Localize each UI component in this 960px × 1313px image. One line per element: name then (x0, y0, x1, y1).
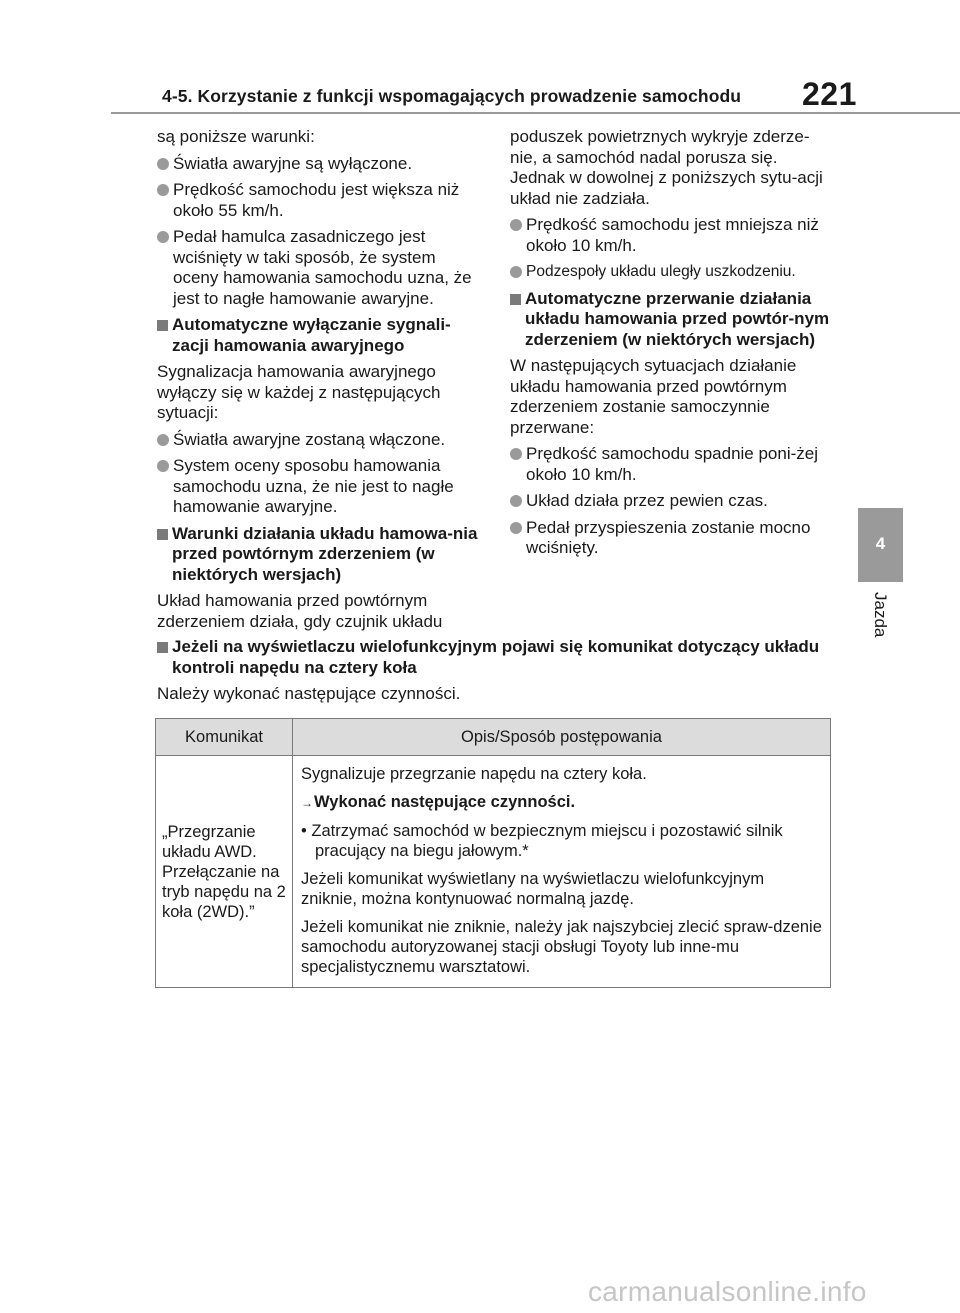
bullet-icon (510, 495, 522, 507)
description-cell (293, 756, 831, 988)
message-cell: „Przegrzanie układu AWD. Przełączanie na tryb napędu na 2 koła (2WD).” (156, 756, 293, 988)
section-heading: Warunki działania układu hamowa-nia przed powtórnym zderzeniem (w niektórych wersjach) (157, 524, 482, 586)
square-bullet-icon (157, 320, 168, 331)
arrow-right-icon: → (301, 796, 313, 810)
action-step: • Zatrzymać samochód w bezpiecznym miejscu i pozostawić silnik pracujący na biegu jałowym.* (301, 822, 783, 860)
bullet-icon (157, 434, 169, 446)
right-column (510, 127, 835, 565)
page-number: 221 (802, 76, 857, 112)
paragraph: poduszek powietrznych wykryje zderze-nie, a samochód nadal porusza się. Jednak w dowolnej z poniższych sytu-acji układ nie zadziała. (510, 127, 823, 208)
bullet-icon (510, 522, 522, 534)
section-title: 4-5. Korzystanie z funkcji wspomagających prowadzenie samochodu (162, 86, 742, 106)
bullet-icon (510, 219, 522, 231)
list-item: Pedał przyspieszenia zostanie mocno wciśnięty. (510, 518, 835, 559)
table-header-row (156, 719, 831, 756)
column-header-description: Opis/Sposób postępowania (293, 719, 831, 756)
bullet-icon (157, 231, 169, 243)
section-heading: Automatyczne wyłączanie sygnali-zacji hamowania awaryjnego (157, 315, 482, 356)
left-column (157, 127, 482, 638)
square-bullet-icon (157, 529, 168, 540)
note-text: Jeżeli komunikat wyświetlany na wyświetlaczu wielofunkcyjnym zniknie, można kontynuować normalną jazdę. (301, 870, 765, 908)
full-width-section (157, 637, 837, 711)
paragraph: Należy wykonać następujące czynności. (157, 684, 461, 703)
list-item: Prędkość samochodu jest większa niż około 55 km/h. (157, 180, 482, 221)
description-text: Sygnalizuje przegrzanie napędu na cztery koła. (301, 765, 647, 783)
square-bullet-icon (510, 294, 521, 305)
section-heading: Automatyczne przerwanie działania układu hamowania przed powtór-nym zderzeniem (w niektórych wersjach) (510, 289, 835, 351)
list-item: Układ działa przez pewien czas. (510, 491, 835, 512)
bullet-icon (157, 460, 169, 472)
page-header (0, 0, 960, 114)
watermark: carmanualsonline.info (588, 1276, 867, 1307)
bullet-icon (157, 184, 169, 196)
list-item: Podzespoły układu uległy uszkodzeniu. (510, 262, 835, 283)
paragraph: Układ hamowania przed powtórnym zderzeniem działa, gdy czujnik układu (157, 591, 443, 631)
list-item: Pedał hamulca zasadniczego jest wciśnięty w taki sposób, że system oceny hamowania samochodu uzna, że jest to nagłe hamowanie awaryjne. (157, 227, 482, 309)
intro-text: są poniższe warunki: (157, 127, 315, 146)
list-item: Światła awaryjne zostaną włączone. (157, 430, 482, 451)
list-item: Światła awaryjne są wyłączone. (157, 154, 482, 175)
paragraph: W następujących sytuacjach działanie układu hamowania przed powtórnym zderzeniem zostanie samoczynnie przerwane: (510, 356, 797, 437)
note-text: Jeżeli komunikat nie zniknie, należy jak najszybciej zlecić spraw-dzenie samochodu autoryzowanej stacji obsługi Toyoty lub inne-mu specjalistycznemu warsztatowi. (301, 918, 822, 976)
action-line: →Wykonać następujące czynności. (301, 793, 576, 811)
bullet-icon (510, 448, 522, 460)
bullet-icon (157, 158, 169, 170)
table-row (156, 756, 831, 988)
list-item: Prędkość samochodu spadnie poni-żej około 10 km/h. (510, 444, 835, 485)
section-heading: Jeżeli na wyświetlaczu wielofunkcyjnym pojawi się komunikat dotyczący układu kontroli napędu na cztery koła (157, 637, 837, 678)
chapter-tab (858, 508, 903, 582)
header-rule (111, 112, 960, 114)
column-header-message: Komunikat (156, 719, 293, 756)
paragraph: Sygnalizacja hamowania awaryjnego wyłączy się w każdej z następujących sytuacji: (157, 362, 441, 422)
chapter-number: 4 (875, 534, 886, 553)
chapter-label: Jazda (871, 592, 890, 638)
bullet-icon (510, 266, 522, 278)
list-item: Prędkość samochodu jest mniejsza niż około 10 km/h. (510, 215, 835, 256)
list-item: System oceny sposobu hamowania samochodu uzna, że nie jest to nagłe hamowanie awaryjne. (157, 456, 482, 518)
message-table (155, 718, 831, 988)
square-bullet-icon (157, 642, 168, 653)
